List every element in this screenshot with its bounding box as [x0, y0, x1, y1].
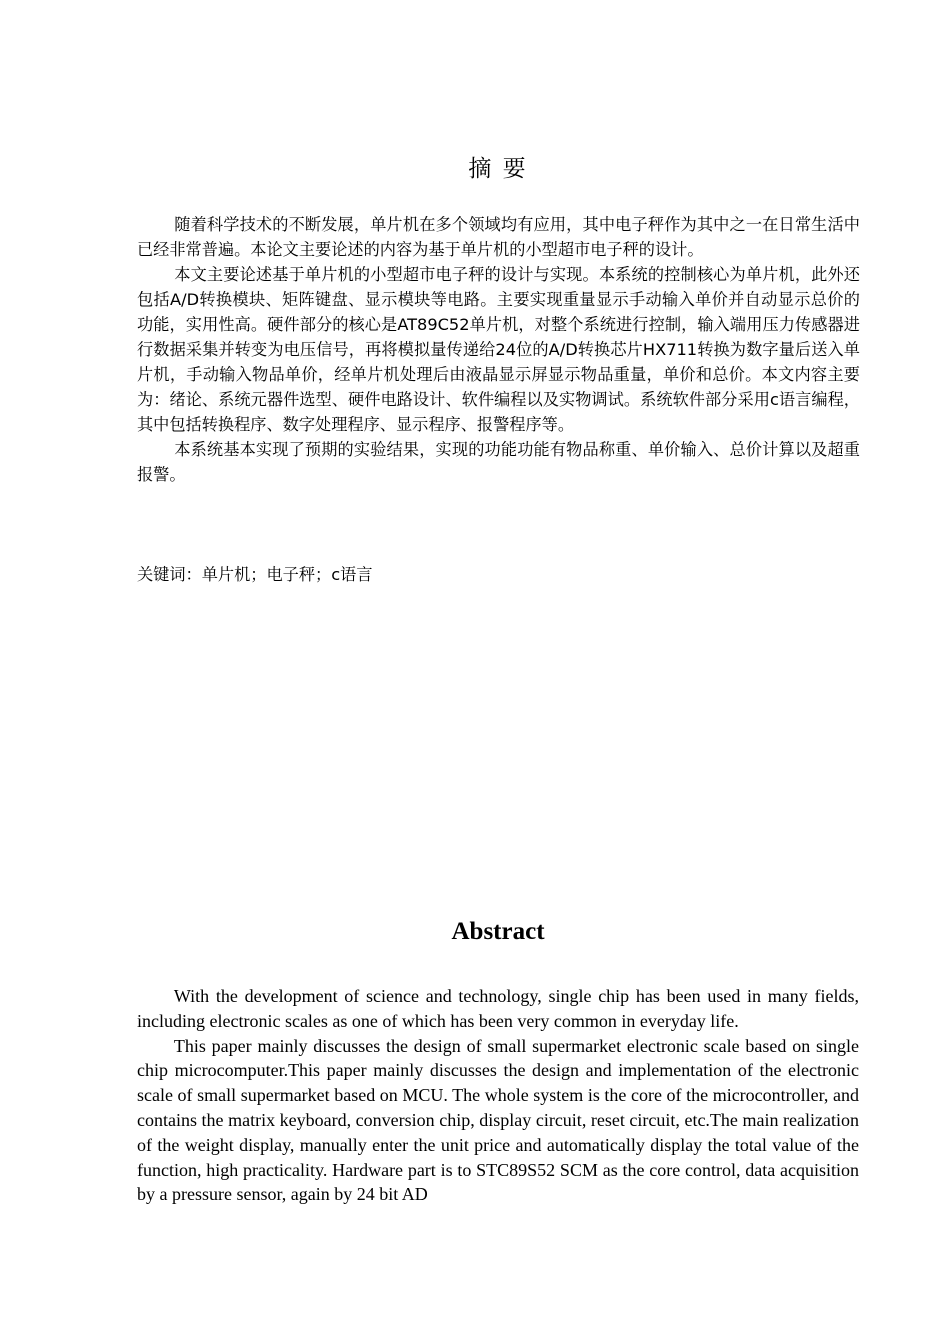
- chinese-abstract-paragraph: 本系统基本实现了预期的实验结果，实现的功能功能有物品称重、单价输入、总价计算以及超重报警。: [137, 440, 860, 484]
- keywords-value: 单片机；电子秤；c语言: [201, 565, 373, 584]
- english-abstract-title: Abstract: [451, 918, 545, 945]
- chinese-abstract-body: [137, 212, 860, 487]
- chinese-abstract-paragraph: 随着科学技术的不断发展，单片机在多个领域均有应用，其中电子秤作为其中之一在日常生活中已经非常普遍。本论文主要论述的内容为基于单片机的小型超市电子秤的设计。: [137, 215, 860, 259]
- chinese-abstract-paragraph: 本文主要论述基于单片机的小型超市电子秤的设计与实现。本系统的控制核心为单片机，此外还包括A/D转换模块、矩阵键盘、显示模块等电路。主要实现重量显示手动输入单价并自动显示总价的功能，实用性高。硬件部分的核心是AT89C52单片机，对整个系统进行控制，输入端用压力传感器进行数据采集并转变为电压信号，再将模拟量传递给24位的A/D转换芯片HX711转换为数字量后送入单片机，手动输入物品单价，经单片机处理后由液晶显示屏显示物品重量，单价和总价。本文内容主要为：绪论、系统元器件选型、硬件电路设计、软件编程以及实物调试。系统软件部分采用c语言编程，其中包括转换程序、数字处理程序、显示程序、报警程序等。: [137, 265, 860, 434]
- english-abstract-body: [137, 984, 859, 1207]
- english-abstract-paragraph: With the development of science and technology, single chip has been used in many fields, including electronic scales as one of which has been very common in everyday life.: [137, 986, 859, 1031]
- chinese-abstract-title: 摘 要: [468, 156, 528, 182]
- keywords-label: 关键词：: [137, 565, 202, 584]
- english-abstract-paragraph: This paper mainly discusses the design of small supermarket electronic scale based on single chip microcomputer.This paper mainly discusses the design and implementation of the electronic scale of small supermarket based on MCU. The whole system is the core of the microcontroller, and contains the matrix keyboard, conversion chip, display circuit, reset circuit, etc.The main realization of the weight display, manually enter the unit price and automatically display the total value of the function, high practicality. Hardware part is to STC89S52 SCM as the core control, data acquisition by a pressure sensor, again by 24 bit AD: [137, 1035, 859, 1205]
- chinese-keywords: [137, 562, 860, 587]
